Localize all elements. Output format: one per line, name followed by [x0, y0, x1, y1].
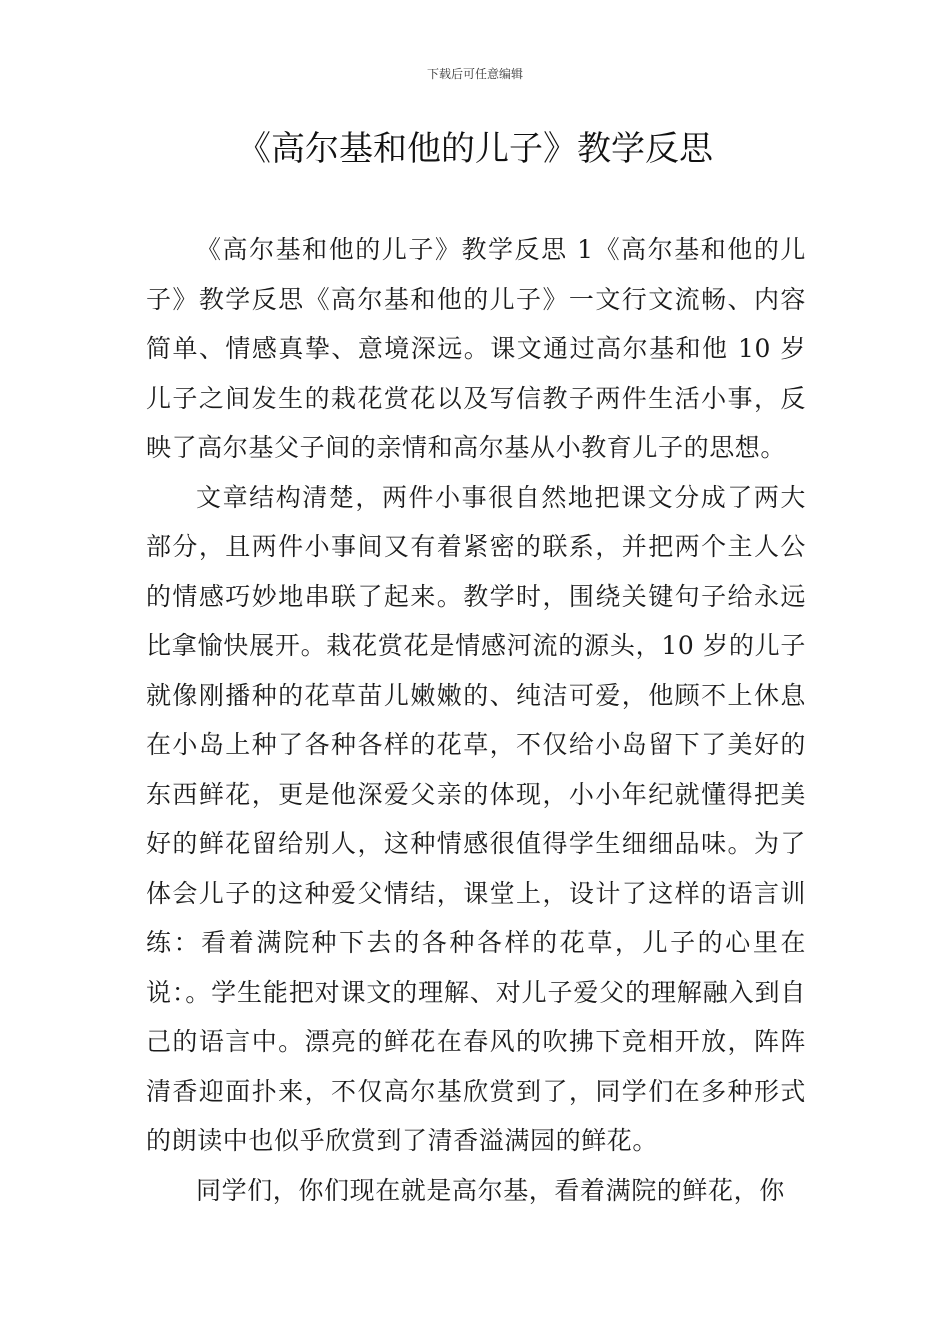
paragraph-1: 《高尔基和他的儿子》教学反思 1《高尔基和他的儿子》教学反思《高尔基和他的儿子》一文行文流畅、内容简单、情感真挚、意境深远。课文通过高尔基和他 10 岁儿子之间发生的栽花赏花以及写信教子两件生活小事，反映了高尔基父子间的亲情和高尔基从小教育儿子的思想。 [146, 235, 806, 462]
paragraph-2: 文章结构清楚，两件小事很自然地把课文分成了两大部分，且两件小事间又有着紧密的联系，并把两个主人公的情感巧妙地串联了起来。教学时，围绕关键句子给永远比拿愉快展开。栽花赏花是情感河流的源头，10 岁的儿子就像刚播种的花草苗儿嫩嫩的、纯洁可爱，他顾不上休息在小岛上种了各种各样的花草，不仅给小岛留下了美好的东西鲜花，更是他深爱父亲的体现，小小年纪就懂得把美好的鲜花留给别人，这种情感很值得学生细细品味。为了体会儿子的这种爱父情结，课堂上，设计了这样的语言训练：看着满院种下去的各种各样的花草，儿子的心里在说：。学生能把对课文的理解、对儿子爱父的理解融入到自己的语言中。漂亮的鲜花在春风的吹拂下竞相开放，阵阵清香迎面扑来，不仅高尔基欣赏到了，同学们在多种形式的朗读中也似乎欣赏到了清香溢满园的鲜花。 [146, 482, 806, 1155]
paragraph-3: 同学们，你们现在就是高尔基，看着满院的鲜花，你 [196, 1175, 785, 1205]
header-note: 下载后可任意编辑 [426, 67, 523, 81]
document-title: 《高尔基和他的儿子》教学反思 [237, 129, 713, 169]
document-body [146, 225, 806, 1215]
